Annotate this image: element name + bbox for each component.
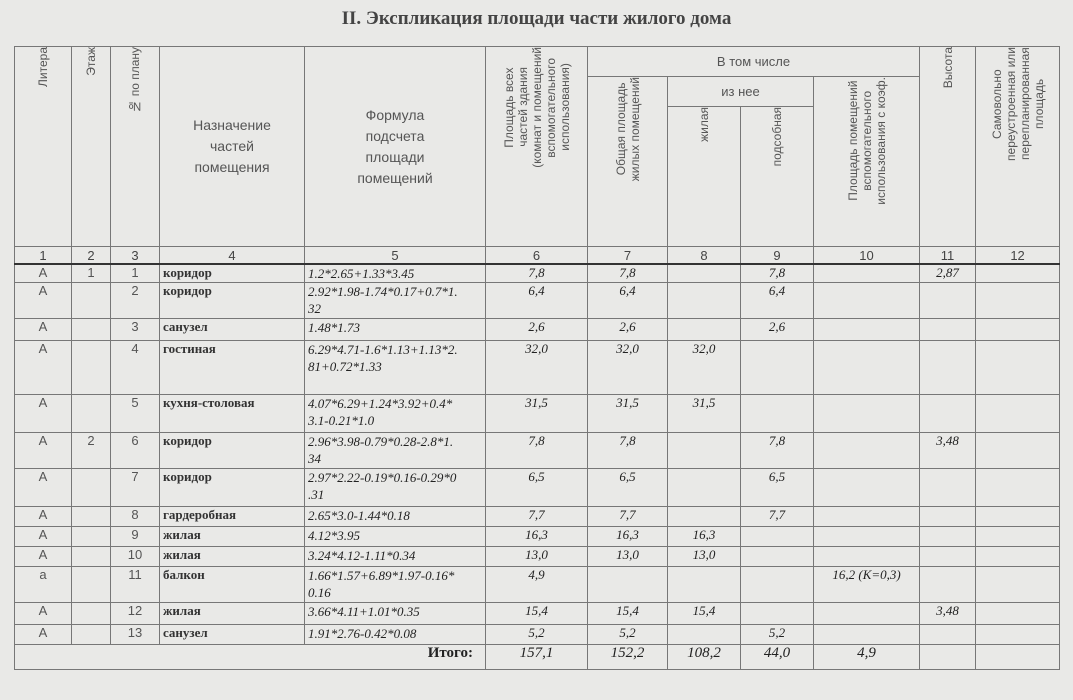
cell-plan-number: 10 bbox=[111, 547, 160, 567]
col-number: 7 bbox=[588, 247, 668, 265]
totals-unauthorized bbox=[976, 645, 1060, 670]
cell-litera: А bbox=[15, 507, 72, 527]
cell-formula: 4.12*3.95 bbox=[305, 527, 486, 547]
cell-auxiliary: 6,5 bbox=[741, 469, 814, 507]
cell-formula: 6.29*4.71-1.6*1.13+1.13*2. 81+0.72*1.33 bbox=[305, 341, 486, 395]
cell-unauthorized bbox=[976, 395, 1060, 433]
table-row bbox=[15, 507, 1060, 527]
cell-formula: 4.07*6.29+1.24*3.92+0.4* 3.1-0.21*1.0 bbox=[305, 395, 486, 433]
cell-unauthorized bbox=[976, 567, 1060, 603]
cell-litera: А bbox=[15, 625, 72, 645]
cell-floor bbox=[72, 319, 111, 341]
col-number: 9 bbox=[741, 247, 814, 265]
cell-living-total: 7,8 bbox=[588, 433, 668, 469]
header-floor: Этаж bbox=[72, 47, 111, 247]
cell-plan-number: 1 bbox=[111, 264, 160, 283]
header-of-which: из нее bbox=[668, 77, 814, 107]
cell-height bbox=[920, 547, 976, 567]
cell-total-area: 31,5 bbox=[486, 395, 588, 433]
header-aux-coef: Площадь помещений вспомогательного использования с коэф. bbox=[814, 77, 920, 247]
header-unauthorized: Самовольно переустроенная или перепланированная площадь bbox=[976, 47, 1060, 247]
cell-unauthorized bbox=[976, 507, 1060, 527]
cell-auxiliary bbox=[741, 341, 814, 395]
cell-plan-number: 3 bbox=[111, 319, 160, 341]
cell-living-total: 6,5 bbox=[588, 469, 668, 507]
cell-auxiliary: 5,2 bbox=[741, 625, 814, 645]
table-row bbox=[15, 547, 1060, 567]
cell-living-total: 13,0 bbox=[588, 547, 668, 567]
cell-plan-number: 4 bbox=[111, 341, 160, 395]
table-row bbox=[15, 625, 1060, 645]
cell-total-area: 15,4 bbox=[486, 603, 588, 625]
cell-floor bbox=[72, 527, 111, 547]
cell-plan-number: 6 bbox=[111, 433, 160, 469]
cell-litera: А bbox=[15, 527, 72, 547]
cell-living-total: 15,4 bbox=[588, 603, 668, 625]
totals-living: 108,2 bbox=[668, 645, 741, 670]
cell-living bbox=[668, 264, 741, 283]
cell-living bbox=[668, 625, 741, 645]
cell-litera: А bbox=[15, 547, 72, 567]
col-number: 4 bbox=[160, 247, 305, 265]
cell-living bbox=[668, 283, 741, 319]
cell-floor bbox=[72, 547, 111, 567]
cell-height bbox=[920, 625, 976, 645]
cell-total-area: 32,0 bbox=[486, 341, 588, 395]
table-row bbox=[15, 567, 1060, 603]
cell-auxiliary bbox=[741, 395, 814, 433]
cell-height bbox=[920, 319, 976, 341]
col-number: 1 bbox=[15, 247, 72, 265]
header-living: жилая bbox=[668, 107, 741, 247]
cell-height bbox=[920, 283, 976, 319]
cell-litera: А bbox=[15, 341, 72, 395]
cell-purpose: жилая bbox=[160, 603, 305, 625]
table-row bbox=[15, 395, 1060, 433]
cell-auxiliary: 7,8 bbox=[741, 264, 814, 283]
cell-living bbox=[668, 567, 741, 603]
cell-unauthorized bbox=[976, 469, 1060, 507]
cell-living: 16,3 bbox=[668, 527, 741, 547]
cell-height: 2,87 bbox=[920, 264, 976, 283]
cell-floor: 1 bbox=[72, 264, 111, 283]
cell-purpose: жилая bbox=[160, 527, 305, 547]
table-row bbox=[15, 264, 1060, 283]
cell-living-total: 6,4 bbox=[588, 283, 668, 319]
col-number: 10 bbox=[814, 247, 920, 265]
cell-floor bbox=[72, 341, 111, 395]
cell-formula: 2.92*1.98-1.74*0.17+0.7*1. 32 bbox=[305, 283, 486, 319]
cell-floor bbox=[72, 507, 111, 527]
cell-litera: А bbox=[15, 395, 72, 433]
cell-auxiliary: 7,7 bbox=[741, 507, 814, 527]
cell-living bbox=[668, 433, 741, 469]
cell-plan-number: 9 bbox=[111, 527, 160, 547]
cell-aux-coef bbox=[814, 603, 920, 625]
cell-litera: А bbox=[15, 264, 72, 283]
cell-aux-coef bbox=[814, 433, 920, 469]
cell-auxiliary: 7,8 bbox=[741, 433, 814, 469]
table-row bbox=[15, 283, 1060, 319]
cell-aux-coef bbox=[814, 283, 920, 319]
cell-aux-coef bbox=[814, 527, 920, 547]
cell-formula: 1.91*2.76-0.42*0.08 bbox=[305, 625, 486, 645]
cell-floor bbox=[72, 603, 111, 625]
totals-aux-coef: 4,9 bbox=[814, 645, 920, 670]
cell-formula: 2.97*2.22-0.19*0.16-0.29*0 .31 bbox=[305, 469, 486, 507]
cell-unauthorized bbox=[976, 625, 1060, 645]
cell-litera: а bbox=[15, 567, 72, 603]
cell-formula: 1.66*1.57+6.89*1.97-0.16* 0.16 bbox=[305, 567, 486, 603]
cell-height bbox=[920, 567, 976, 603]
cell-floor bbox=[72, 625, 111, 645]
cell-auxiliary bbox=[741, 567, 814, 603]
cell-purpose: коридор bbox=[160, 469, 305, 507]
explication-table bbox=[14, 46, 1060, 670]
cell-aux-coef bbox=[814, 319, 920, 341]
cell-unauthorized bbox=[976, 264, 1060, 283]
header-formula: Формула подсчета площади помещений bbox=[305, 47, 486, 247]
cell-purpose: санузел bbox=[160, 625, 305, 645]
cell-living: 13,0 bbox=[668, 547, 741, 567]
cell-height bbox=[920, 395, 976, 433]
cell-living-total bbox=[588, 567, 668, 603]
cell-living bbox=[668, 469, 741, 507]
cell-auxiliary bbox=[741, 547, 814, 567]
header-in-total: В том числе bbox=[588, 47, 920, 77]
totals-row bbox=[15, 645, 1060, 670]
cell-formula: 2.65*3.0-1.44*0.18 bbox=[305, 507, 486, 527]
cell-unauthorized bbox=[976, 527, 1060, 547]
cell-aux-coef bbox=[814, 395, 920, 433]
cell-purpose: кухня-столовая bbox=[160, 395, 305, 433]
cell-plan-number: 7 bbox=[111, 469, 160, 507]
header-plan-number: № по плану bbox=[111, 47, 160, 247]
cell-litera: А bbox=[15, 603, 72, 625]
cell-total-area: 2,6 bbox=[486, 319, 588, 341]
cell-aux-coef bbox=[814, 547, 920, 567]
cell-floor bbox=[72, 395, 111, 433]
cell-total-area: 7,8 bbox=[486, 264, 588, 283]
cell-unauthorized bbox=[976, 341, 1060, 395]
col-number: 5 bbox=[305, 247, 486, 265]
cell-litera: А bbox=[15, 433, 72, 469]
col-number: 6 bbox=[486, 247, 588, 265]
cell-total-area: 6,4 bbox=[486, 283, 588, 319]
cell-litera: А bbox=[15, 469, 72, 507]
cell-purpose: гардеробная bbox=[160, 507, 305, 527]
cell-purpose: санузел bbox=[160, 319, 305, 341]
header-row-1 bbox=[15, 47, 1060, 77]
cell-living-total: 5,2 bbox=[588, 625, 668, 645]
cell-formula: 2.96*3.98-0.79*0.28-2.8*1. 34 bbox=[305, 433, 486, 469]
cell-height: 3,48 bbox=[920, 433, 976, 469]
cell-unauthorized bbox=[976, 547, 1060, 567]
table-row bbox=[15, 319, 1060, 341]
cell-auxiliary bbox=[741, 527, 814, 547]
cell-unauthorized bbox=[976, 433, 1060, 469]
cell-total-area: 13,0 bbox=[486, 547, 588, 567]
column-number-row bbox=[15, 247, 1060, 265]
cell-formula: 1.48*1.73 bbox=[305, 319, 486, 341]
cell-floor bbox=[72, 469, 111, 507]
cell-purpose: балкон bbox=[160, 567, 305, 603]
table-body bbox=[15, 264, 1060, 645]
cell-purpose: гостиная bbox=[160, 341, 305, 395]
totals-height bbox=[920, 645, 976, 670]
cell-litera: А bbox=[15, 319, 72, 341]
cell-unauthorized bbox=[976, 603, 1060, 625]
cell-living-total: 2,6 bbox=[588, 319, 668, 341]
totals-total-area: 157,1 bbox=[486, 645, 588, 670]
header-height: Высота bbox=[920, 47, 976, 247]
cell-plan-number: 11 bbox=[111, 567, 160, 603]
header-auxiliary: подсобная bbox=[741, 107, 814, 247]
cell-formula: 3.24*4.12-1.11*0.34 bbox=[305, 547, 486, 567]
cell-living-total: 32,0 bbox=[588, 341, 668, 395]
cell-purpose: жилая bbox=[160, 547, 305, 567]
cell-living-total: 31,5 bbox=[588, 395, 668, 433]
cell-aux-coef bbox=[814, 507, 920, 527]
cell-aux-coef bbox=[814, 341, 920, 395]
col-number: 12 bbox=[976, 247, 1060, 265]
cell-auxiliary bbox=[741, 603, 814, 625]
cell-plan-number: 12 bbox=[111, 603, 160, 625]
table-row bbox=[15, 603, 1060, 625]
header-total-area: Площадь всех частей здания (комнат и помещений вспомогательного использования) bbox=[486, 47, 588, 247]
totals-label: Итого: bbox=[15, 645, 486, 670]
col-number: 8 bbox=[668, 247, 741, 265]
cell-height bbox=[920, 469, 976, 507]
cell-formula: 3.66*4.11+1.01*0.35 bbox=[305, 603, 486, 625]
cell-auxiliary: 6,4 bbox=[741, 283, 814, 319]
cell-living-total: 7,7 bbox=[588, 507, 668, 527]
table-row bbox=[15, 433, 1060, 469]
cell-living-total: 16,3 bbox=[588, 527, 668, 547]
cell-aux-coef bbox=[814, 469, 920, 507]
table-row bbox=[15, 469, 1060, 507]
cell-floor bbox=[72, 283, 111, 319]
table-row bbox=[15, 527, 1060, 547]
cell-living: 32,0 bbox=[668, 341, 741, 395]
cell-height bbox=[920, 527, 976, 547]
cell-total-area: 5,2 bbox=[486, 625, 588, 645]
header-purpose: Назначение частей помещения bbox=[160, 47, 305, 247]
col-number: 3 bbox=[111, 247, 160, 265]
totals-living-total: 152,2 bbox=[588, 645, 668, 670]
cell-plan-number: 8 bbox=[111, 507, 160, 527]
cell-floor: 2 bbox=[72, 433, 111, 469]
cell-aux-coef bbox=[814, 625, 920, 645]
cell-plan-number: 13 bbox=[111, 625, 160, 645]
cell-living: 31,5 bbox=[668, 395, 741, 433]
header-litera: Литера bbox=[15, 47, 72, 247]
cell-purpose: коридор bbox=[160, 433, 305, 469]
cell-living bbox=[668, 319, 741, 341]
col-number: 2 bbox=[72, 247, 111, 265]
table-row bbox=[15, 341, 1060, 395]
cell-purpose: коридор bbox=[160, 283, 305, 319]
col-number: 11 bbox=[920, 247, 976, 265]
cell-formula: 1.2*2.65+1.33*3.45 bbox=[305, 264, 486, 283]
cell-total-area: 7,8 bbox=[486, 433, 588, 469]
cell-total-area: 7,7 bbox=[486, 507, 588, 527]
cell-living: 15,4 bbox=[668, 603, 741, 625]
totals-auxiliary: 44,0 bbox=[741, 645, 814, 670]
cell-auxiliary: 2,6 bbox=[741, 319, 814, 341]
cell-total-area: 4,9 bbox=[486, 567, 588, 603]
cell-litera: А bbox=[15, 283, 72, 319]
cell-height bbox=[920, 507, 976, 527]
cell-height: 3,48 bbox=[920, 603, 976, 625]
document-title: II. Экспликация площади части жилого дома bbox=[341, 8, 732, 29]
cell-aux-coef: 16,2 (К=0,3) bbox=[814, 567, 920, 603]
cell-height bbox=[920, 341, 976, 395]
cell-total-area: 16,3 bbox=[486, 527, 588, 547]
cell-living bbox=[668, 507, 741, 527]
cell-floor bbox=[72, 567, 111, 603]
header-living-total: Общая площадь жилых помещений bbox=[588, 77, 668, 247]
cell-unauthorized bbox=[976, 319, 1060, 341]
cell-total-area: 6,5 bbox=[486, 469, 588, 507]
cell-aux-coef bbox=[814, 264, 920, 283]
cell-unauthorized bbox=[976, 283, 1060, 319]
cell-living-total: 7,8 bbox=[588, 264, 668, 283]
cell-purpose: коридор bbox=[160, 264, 305, 283]
cell-plan-number: 5 bbox=[111, 395, 160, 433]
cell-plan-number: 2 bbox=[111, 283, 160, 319]
